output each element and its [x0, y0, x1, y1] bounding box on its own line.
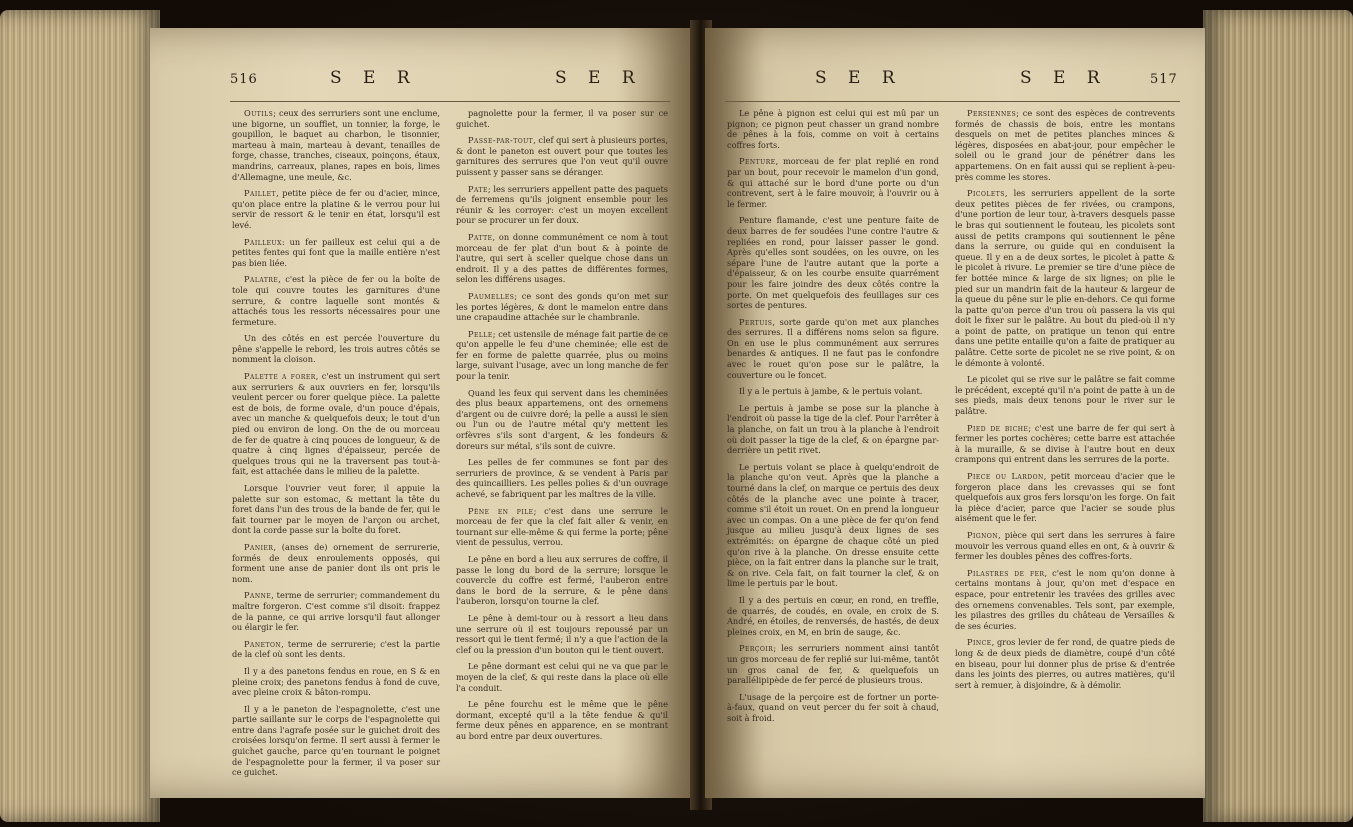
entry-text: : un fer pailleux est celui qui a de petites fentes qui font que la maille entière n'est pas bien liée. — [232, 236, 440, 268]
entry-text: Il y a des pertuis en cœur, en rond, en treffle, de quarrés, de coudés, en ovale, en croix de S. André, en étoiles, de renversés, de hastés, de deux pleines croix, en M, en brin de sauge, &c. — [727, 594, 939, 637]
entry-headword: Persiennes — [967, 108, 1017, 118]
right-column-1 — [727, 108, 939, 798]
entry-paragraph — [232, 542, 440, 584]
entry-paragraph — [232, 274, 440, 327]
entry-headword: Palette a forer — [244, 371, 316, 382]
entry-paragraph — [232, 590, 440, 632]
entry-paragraph — [955, 568, 1175, 632]
entry-paragraph — [232, 108, 440, 182]
entry-paragraph — [727, 108, 939, 150]
entry-text: , (anses de) ornement de serrurerie, formés de deux enroulements opposés, qui forment une anse de panier dont ils ont pris le nom. — [232, 541, 440, 584]
entry-headword: Panne — [244, 590, 272, 601]
entry-paragraph — [232, 237, 440, 269]
entry-text: Le pertuis volant se place à quelqu'endroit de la planche qu'on veut. Après que la planche a tourné dans la clef, on marque ce pertuis des deux côtés de la planche avec une pointe à tracer, comme s'il étoit un rouet. On en prend la longueur avec un compas. On a une pièce de fer qu'on fend jusque au milieu jusqu'à deux lignes de ses extrémités: on épargne de chaque côté un pied qu'on rive à la planche. On dresse ensuite cette pièce, on la fait entrer dans la planche sur le trait, & on rive. Cela fait, on fait tourner la clef, & on lime le pertuis par le bout. — [727, 461, 939, 589]
entry-text: , c'est un instrument qui sert aux serruriers & aux ouvriers en fer, lorsqu'ils veulent percer ou forer quelque pièce. La palette est de bois, de forme ovale, d'un pouce d'épais, avec un manche & quelquefois deux; le tout d'un pied ou environ de long. On the de ou morceau de fer de quatre à cinq pouces de longueur, & de quatre à cinq lignes d'épaisseur, percée de quelques trous qui ne la traversent pas tout-à-fait, est attachée dans le milieu de la palette. — [232, 371, 440, 477]
entry-paragraph — [232, 333, 440, 365]
entry-text: ; ce sont des gonds qu'on met sur les portes légères, & dont le mamelon entre dans une crapaudine attachée sur le chambranle. — [456, 290, 668, 323]
entry-paragraph — [727, 643, 939, 685]
left-running-head-2: S E R — [555, 68, 643, 88]
entry-paragraph — [456, 329, 668, 382]
entry-headword: Pêne en pile — [468, 505, 534, 516]
entry-text: ; cet ustensile de ménage fait partie de ce qu'on appelle le feu d'une cheminée; elle est de fer en forme de palette quarrée, plus ou moins large, suivant l'usage, avec un long manche de fer pour la tenir. — [456, 328, 668, 382]
entry-paragraph — [955, 637, 1175, 690]
entry-headword: Pate — [468, 183, 488, 194]
entry-paragraph — [955, 471, 1175, 524]
entry-paragraph — [456, 457, 668, 499]
entry-paragraph — [955, 423, 1175, 465]
entry-paragraph — [232, 188, 440, 230]
entry-paragraph — [456, 232, 668, 285]
entry-headword: Picolets — [967, 188, 1005, 199]
entry-text: Le pêne à demi-tour ou à ressort a lieu dans une serrure où il est toujours repoussé par un ressort qui le tient fermé; il n'y a que l'action de la clef ou la pression d'un bouton qui le tient ouvert. — [456, 612, 668, 655]
entry-headword: Penture — [739, 156, 776, 167]
entry-text: Il y a le pertuis à jambe, & le pertuis volant. — [739, 386, 923, 397]
entry-headword: Pelle — [468, 328, 493, 339]
entry-text: , c'est le nom qu'on donne à certains montans à jour, qu'on met d'espace en espace, pour entretenir les travées des grilles avec des ornemens convenables. Tels sont, par exemple, les pilastres des grilles du château de Versailles & de ses écuries. — [955, 567, 1176, 631]
entry-headword: Paillet — [244, 188, 277, 199]
right-column-2 — [955, 108, 1175, 798]
entry-paragraph — [456, 506, 668, 548]
entry-paragraph — [727, 317, 939, 381]
entry-paragraph — [727, 156, 939, 209]
entry-paragraph — [456, 661, 668, 693]
entry-text: , pièce qui sert dans les serrures à faire mouvoir les verrous quand elles en ont, & à ouvrir & fermer les doubles pênes des coffres-forts. — [955, 529, 1175, 562]
entry-headword: Paumelles — [468, 290, 515, 301]
entry-paragraph — [727, 462, 939, 589]
entry-text: ; c'est une barre de fer qui sert à fermer les portes cochères; cette barre est attachée à la muraille, & se divise à l'autre bout en deux crampons qui entrent dans les serrures de la porte. — [955, 422, 1175, 465]
entry-paragraph — [955, 188, 1175, 368]
entry-paragraph — [232, 371, 440, 477]
entry-text: ; c'est dans une serrure le morceau de fer que la clef fait aller & venir, en tournant sur elle-même & qui ferme la porte; pêne vient de pessulus, verrou. — [456, 505, 668, 548]
entry-paragraph — [456, 613, 668, 655]
entry-headword: Paneton — [244, 638, 282, 649]
left-page — [150, 28, 698, 798]
entry-paragraph — [456, 699, 668, 741]
entry-paragraph — [456, 554, 668, 607]
entry-paragraph — [232, 704, 440, 778]
entry-text: , terme de serrurier; commandement du maître forgeron. C'est comme s'il disoit: frappez de la panne, ce qui arrive lorsqu'il faut allonger ou élargir le fer. — [232, 590, 440, 633]
entry-text: Le pêne à pignon est celui qui est mû par un pignon; ce pignon peut chasser un grand nombre de pênes à la fois, comme on voit à certains coffres forts. — [727, 108, 939, 150]
entry-text: ; les serruriers appellent patte des paquets de ferremens qu'ils joignent ensemble pour les réunir & les corroyer: c'est un moyen excellent pour se procurer un fer doux. — [456, 183, 668, 226]
left-page-edges — [0, 10, 160, 822]
entry-headword: Palatre — [244, 274, 279, 285]
right-page-edges — [1203, 10, 1353, 822]
entry-headword: Pignon — [967, 529, 999, 540]
entry-text: Penture flamande, c'est une penture faite de deux barres de fer soudées l'une contre l'autre & repliées en rond, pour laisser passer le gond. Après qu'elles sont soudées, on les ouvre, on les sépare l'une de l'autre autant que la porte a d'épaisseur, & on les courbe ensuite quarrément pour les faire joindre des deux côtés contre la porte. On met quelquefois des feuillages sur ces sortes de pentures. — [727, 215, 939, 311]
entry-text: , on donne communément ce nom à tout morceau de fer plat d'un bout & à pointe de l'autre, qui sert à sceller quelque chose dans un endroit. Il y a des pattes de différentes formes, selon les différens usages. — [456, 231, 668, 285]
entry-headword: Piece ou Lardon — [967, 471, 1044, 481]
entry-headword: Outils — [244, 108, 274, 118]
entry-paragraph — [232, 639, 440, 660]
entry-text: Le pertuis à jambe se pose sur la planche à l'endroit où passe la tige de la clef. Pour l'arrêter à la planche, on fait un trou à la planche à l'endroit où doit passer la tige de la clef, & on épargne par-derrière un petit rivet. — [727, 402, 939, 456]
entry-text: Les pelles de fer communes se font par des serruriers de province, & se vendent à Paris par des quincailliers. Les pelles polies & d'un ouvrage achevé, se fabriquent par les maîtres de la ville. — [456, 457, 668, 499]
entry-paragraph — [727, 595, 939, 637]
right-running-head-1: S E R — [815, 68, 903, 88]
entry-paragraph — [456, 135, 668, 177]
entry-text: , morceau de fer plat replié en rond par un bout, pour recevoir le mamelon d'un gond, & qui attaché sur le bord d'une porte ou d'un contrevent, sert à le faire mouvoir, à l'ouvrir ou à le fermer. — [727, 156, 939, 209]
entry-headword: Pailleux — [244, 236, 282, 247]
entry-paragraph — [232, 666, 440, 698]
right-page-number: 517 — [1150, 72, 1178, 87]
entry-paragraph — [456, 108, 668, 129]
entry-text: , les serruriers appellent de la sorte deux petites pièces de fer rivées, ou crampons, d'une portion de leur tour, à-travers desquels passe le bras qui soutiennent le fouteau, les picolets sont aussi de petits crampons qui soutiennent le pêne dans la serrure, ou guide qui en conduisent la queue. Il y en a de deux sortes, le picolet à patte & le picolet à rivure. Le premier se tire d'une pièce de fer bottée mince & large de six lignes; on plie le pied sur un mandrin fait de la hauteur & largeur de la queue du pêne sur le plie en-dehors. Ce qui forme la patte qu'on perce d'un trou où passera la vis qui doit le fixer sur le palâtre. Au bout du pied-où il n'y a point de patte, on pratique un tenon qui entre dans une petite entaille qu'on a faite de pratiquer au palâtre. Cette sorte de picolet ne se rive point, & on le démonte à volonté. — [955, 188, 1175, 368]
entry-headword: Passe-par-tout — [468, 135, 534, 146]
left-header-rule — [230, 101, 670, 102]
entry-text: , petit morceau d'acier que le forgeron place dans les crevasses qui se font quelquefois aux gros fers lorsqu'on les forge. On fait la pièce d'acier, parce que l'acier se soude plus aisément que le fer. — [955, 471, 1175, 524]
entry-text: , petite pièce de fer ou d'acier, mince, qu'on place entre la platine & le verrou pour lui servir de ressort & le tenir en état, lorsqu'il est levé. — [232, 188, 440, 230]
right-page — [705, 28, 1205, 798]
entry-text: ; les serruriers nomment ainsi tantôt un gros morceau de fer replié sur lui-même, tantôt un gros canal de fer, & quelquefois un parallélipipède de fer percé de plusieurs trous. — [727, 643, 939, 686]
entry-text: Il y a des panetons fendus en roue, en S & en pleine croix; des panetons fendus à fond de cuve, avec pleine croix & bâton-rompu. — [232, 665, 440, 698]
entry-paragraph — [955, 374, 1175, 416]
entry-text: Le pêne dormant est celui qui ne va que par le moyen de la clef, & qui reste dans la place où elle l'a conduit. — [456, 661, 668, 693]
entry-paragraph — [232, 483, 440, 536]
entry-headword: Pilastres de fer — [967, 567, 1045, 578]
entry-text: , sorte garde qu'on met aux planches des serrures. Il a différens noms selon sa figure. On en use le plus communément aux serrures benardes & antiques. Il ne faut pas le confondre avec le rouet qu'on pose sur le palâtre, la couverture ou le foncet. — [727, 316, 939, 380]
entry-headword: Pince — [967, 637, 992, 648]
entry-text: Le pêne en bord a lieu aux serrures de coffre, il passe le long du bord de la serrure; lorsque le couvercle du coffre est fermé, l'auberon entre dans le bord de la serrure, & le pêne dans l'auberon, lorsqu'on tourne la clef. — [456, 553, 668, 607]
entry-text: Il y a le paneton de l'espagnolette, c'est une partie saillante sur le corps de l'espagnolette qui entre dans l'agrafe posée sur le guichet droit des croisées lorsqu'on ferme. Il sert aussi à fermer le guichet gauche, parce qu'en tournant le poignet de l'espagnolette pour la fermer, il va poser sur ce guichet. — [232, 703, 440, 778]
right-running-head-2: S E R — [1020, 68, 1108, 88]
left-column-1 — [232, 108, 440, 798]
entry-text: Le picolet qui se rive sur le palâtre se fait comme le précédent, excepté qu'il n'a point de patte à un de ses pieds, mais deux tenons pour le river sur le palâtre. — [955, 374, 1175, 417]
entry-paragraph — [456, 291, 668, 323]
left-column-2 — [456, 108, 668, 798]
right-header-rule — [725, 101, 1180, 102]
entry-text: , c'est la pièce de fer ou la boîte de tole qui couvre toutes les garnitures d'une serrure, & contre laquelle sont montés & attachés tous les ressorts nécessaires pour une fermeture. — [232, 274, 440, 327]
entry-text: Lorsque l'ouvrier veut forer, il appuie la palette sur son estomac, & mettant la tête du foret dans l'un des trous de la bande de fer, qui le fait tourner par le moyen de l'arçon ou archet, dont la corde passe sur la boîte du foret. — [232, 483, 440, 536]
entry-paragraph — [727, 215, 939, 310]
entry-headword: Pertuis — [739, 316, 773, 327]
entry-text: ; ce sont des espèces de contrevents formés de chassis de bois, entre les montans desquels on met de petites planches minces & légères, disposées en abat-jour, pour empêcher le soleil ou le grand jour de pénétrer dans les appartemens. On en fait aussi qui se replient à-peu-près comme les stores. — [955, 108, 1175, 182]
entry-paragraph — [955, 530, 1175, 562]
left-running-head-1: S E R — [330, 68, 418, 88]
entry-paragraph — [456, 184, 668, 226]
entry-text: , gros levier de fer rond, de quatre pieds de long & de deux pieds de diamètre, coupé d'un côté en biseau, pour lui donner plus de prise & d'entrée dans les joints des pierres, ou autres matières, qu'il sert à remuer, à disjoindre, & à démolir. — [955, 637, 1175, 690]
entry-paragraph — [955, 108, 1175, 182]
entry-text: ; ceux des serruriers sont une enclume, une bigorne, un soufflet, un tonnier, la forge, le goupillon, le baquet au charbon, le tisonnier, marteau à main, marteau à devant, tenailles de forge, chasse, tranches, ciseaux, poinçons, étaux, mandrins, carreaux, planes, rapes en bois, limes d'Allemagne, une meule, &c. — [232, 108, 440, 182]
entry-text: , terme de serrurerie; c'est la partie de la clef où sont les dents. — [232, 638, 440, 660]
entry-text: L'usage de la perçoire est de fortner un porte-à-faux, quand on veut percer du fer soit à chaud, soit à froid. — [727, 691, 939, 723]
entry-paragraph — [727, 386, 939, 397]
entry-paragraph — [727, 692, 939, 724]
entry-text: , clef qui sert à plusieurs portes, & dont le paneton est ouvert pour que toutes les garnitures des serrures que l'on veut qu'il ouvre puissent y passer sans se déranger. — [456, 135, 668, 177]
entry-paragraph — [727, 403, 939, 456]
entry-headword: Pied de biche — [967, 422, 1029, 433]
entry-text: Le pêne fourchu est le même que le pêne dormant, excepté qu'il a la tête fendue & qu'il ferme deux pênes en apparence, en se montrant au bord entre par deux ouvertures. — [456, 699, 668, 741]
entry-headword: Panier — [244, 541, 274, 552]
entry-text: Quand les feux qui servent dans les cheminées des plus beaux appartemens, ont des ornemens d'argent ou de cuivre doré; la pelle a aussi le sien ou l'un ou de l'autre métal qu'y mettent les orfèvres s'ils sont d'argent, & les fondeurs & doreurs sur métal, s'ils sont de cuivre. — [456, 387, 668, 451]
entry-text: pagnolette pour la fermer, il va poser sur ce guichet. — [456, 108, 668, 129]
entry-headword: Patte — [468, 231, 493, 242]
entry-paragraph — [456, 388, 668, 452]
entry-text: Un des côtés en est percée l'ouverture du pêne s'appelle le rebord, les trois autres côtés se nomment la cloison. — [232, 333, 440, 365]
entry-headword: Perçoir — [739, 643, 774, 654]
left-page-number: 516 — [230, 72, 258, 87]
